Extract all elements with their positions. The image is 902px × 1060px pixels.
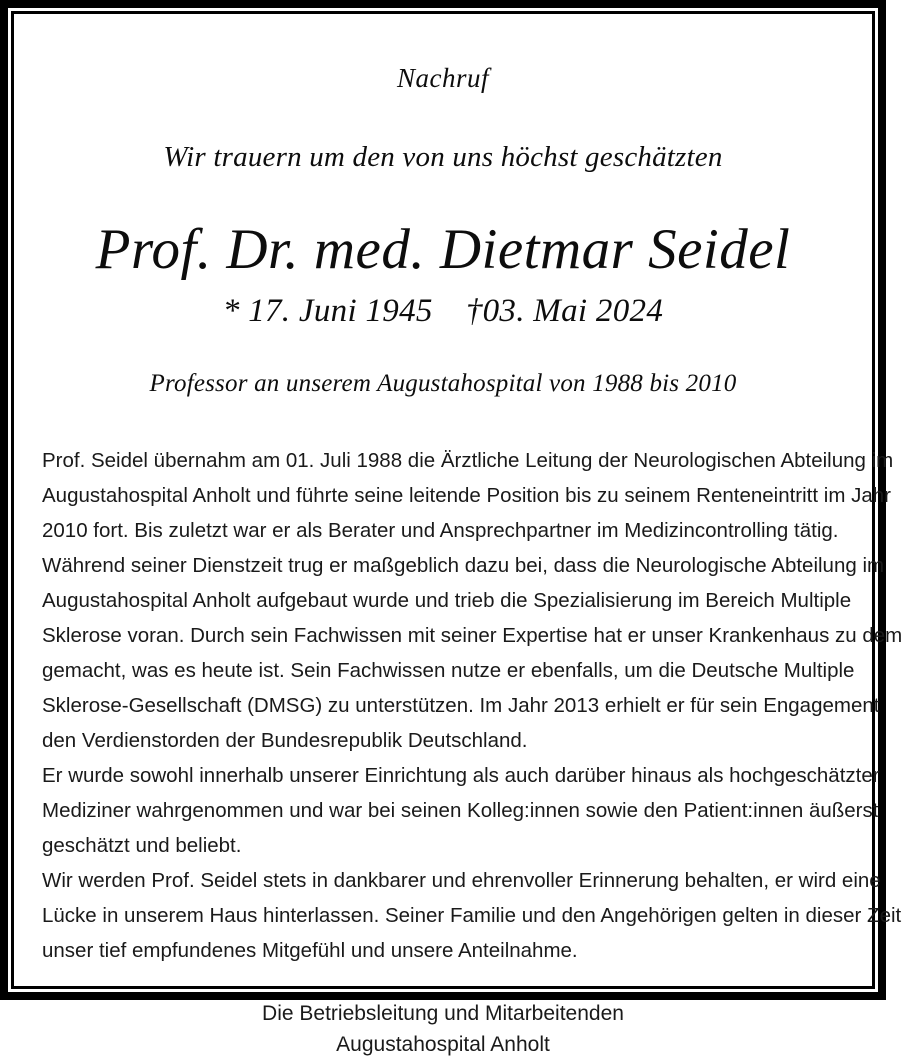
body-text-line: 2010 fort. Bis zuletzt war er als Berater und Ansprechpartner im Medizincontrolling tätig. [42,519,839,543]
notice-card [14,14,902,1057]
obituary-body-text [36,443,902,968]
frame-inner-rule [11,11,902,1057]
role-tenure-line: Professor an unserem Augustahospital von 1988 bis 2010 [149,369,737,397]
body-text-line: Lücke in unserem Haus hinterlassen. Seiner Familie und den Angehörigen gelten in dieser Zeit [42,904,902,928]
body-text-line: Sklerose voran. Durch sein Fachwissen mit seiner Expertise hat er unser Krankenhaus zu dem [42,624,902,648]
body-text-line: Augustahospital Anholt und führte seine leitende Position bis zu seinem Renteneintritt im Jahr [42,484,891,508]
body-text-line: Augustahospital Anholt aufgebaut wurde und trieb die Spezialisierung im Bereich Multiple [42,589,852,613]
body-text-line: Er wurde sowohl innerhalb unserer Einrichtung als auch darüber hinaus als hochgeschätzter [42,764,880,788]
body-text-line: Prof. Seidel übernahm am 01. Juli 1988 die Ärztliche Leitung der Neurologischen Abteilung im [42,449,894,473]
signature-line: Augustahospital Anholt [336,1033,550,1057]
body-text-line: Wir werden Prof. Seidel stets in dankbarer und ehrenvoller Erinnerung behalten, er wird eine [42,869,881,893]
frame-white-gap [8,8,902,1057]
body-text-line: unser tief empfundenes Mitgefühl und unsere Anteilnahme. [42,939,578,963]
signature-line: Die Betriebsleitung und Mitarbeitenden [262,1002,624,1026]
body-text-line: den Verdienstorden der Bundesrepublik Deutschland. [42,729,528,753]
mourning-lead-text: Wir trauern um den von uns höchst geschätzten [163,140,723,173]
signature-block [36,998,850,1060]
death-date: †03. Mai 2024 [465,293,664,330]
body-text-line: Sklerose-Gesellschaft (DMSG) zu unterstützen. Im Jahr 2013 erhielt er für sein Engagement [42,694,880,718]
body-text-line: geschätzt und beliebt. [42,834,242,858]
body-text-line: gemacht, was es heute ist. Sein Fachwissen nutze er ebenfalls, um die Deutsche Multiple [42,659,855,683]
body-text-line: Während seiner Dienstzeit trug er maßgeblich dazu bei, dass die Neurologische Abteilung im [42,554,885,578]
life-dates [36,293,850,329]
notice-kicker: Nachruf [396,63,489,93]
body-text-line: Mediziner wahrgenommen und war bei seinen Kolleg:innen sowie den Patient:innen äußerst [42,799,879,823]
deceased-name: Prof. Dr. med. Dietmar Seidel [95,217,791,281]
birth-date: * 17. Juni 1945 [222,293,433,330]
